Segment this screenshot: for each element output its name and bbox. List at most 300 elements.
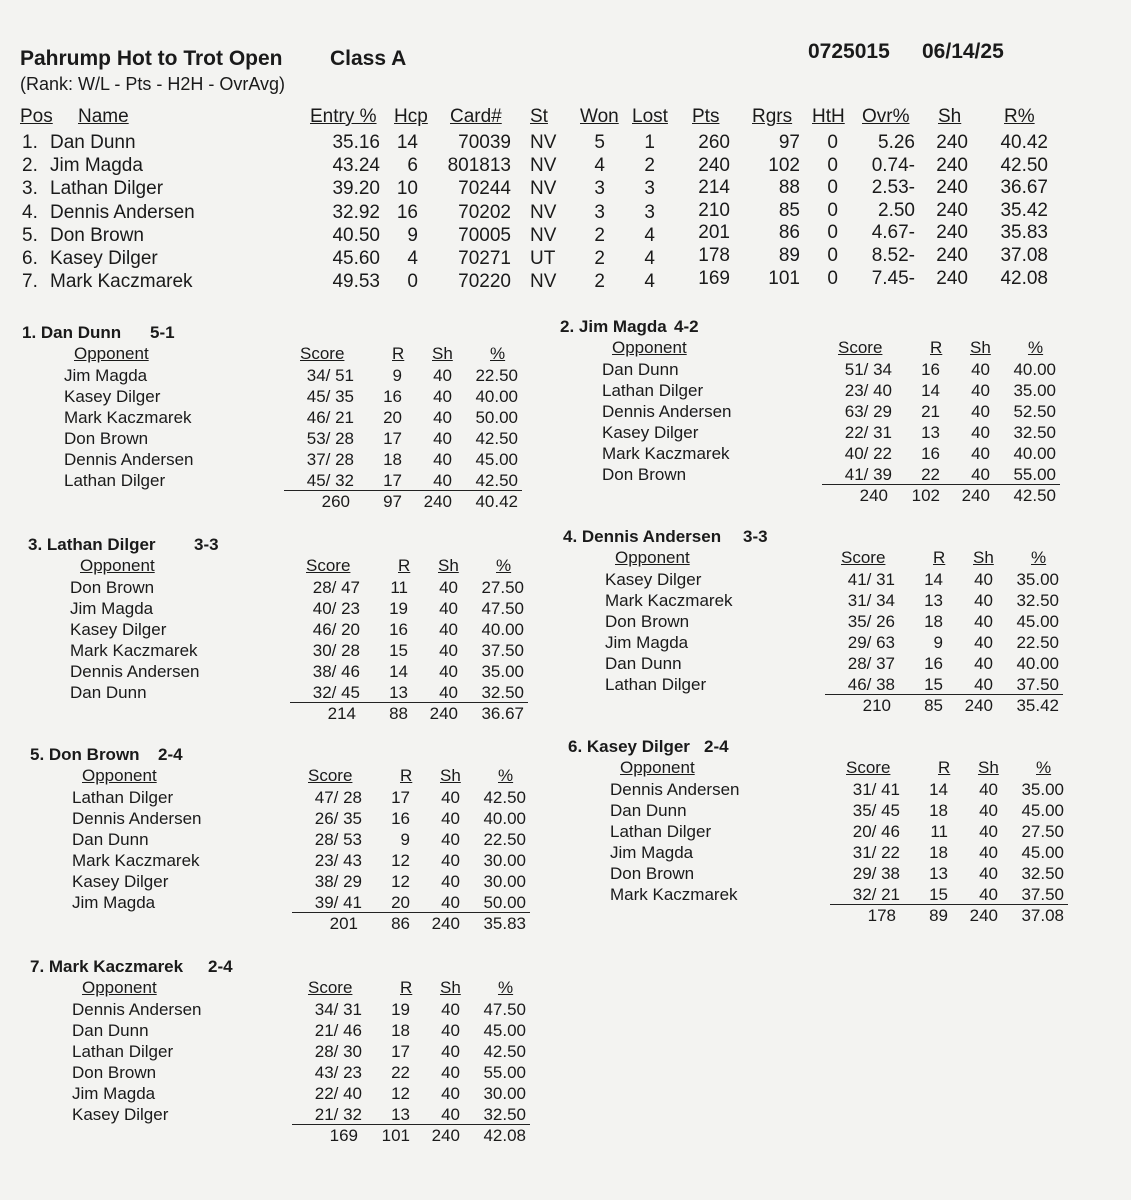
event-id: 0725015	[808, 40, 890, 63]
match-pct: 40.00	[1013, 360, 1056, 379]
match-sh: 40	[433, 408, 452, 427]
opponent-name: Don Brown	[605, 612, 690, 631]
match-score: 23/ 40	[844, 381, 892, 400]
cell-card-number: 70005	[458, 224, 511, 246]
match-sh: 40	[433, 429, 452, 448]
cell-entry-pct: 49.53	[332, 271, 380, 293]
match-r: 17	[391, 788, 410, 807]
cell-state: NV	[530, 155, 557, 177]
match-r: 19	[391, 1000, 410, 1019]
match-r: 11	[930, 822, 948, 841]
cell-hth: 0	[827, 245, 838, 266]
cell-pts: 214	[698, 177, 730, 199]
sh-header: Sh	[438, 556, 459, 575]
match-pct: 52.50	[1013, 402, 1056, 421]
total-points: 210	[862, 696, 891, 715]
match-r: 18	[929, 801, 948, 820]
cell-hth: 0	[827, 199, 838, 221]
match-pct: 45.00	[1016, 612, 1059, 631]
match-score: 46/ 38	[847, 675, 895, 694]
total-pct: 42.50	[1013, 486, 1056, 505]
match-score: 63/ 29	[844, 402, 892, 421]
match-r: 15	[924, 675, 943, 694]
match-pct: 40.00	[483, 809, 526, 828]
cell-won: 2	[594, 224, 605, 246]
cell-state: UT	[530, 248, 556, 269]
cell-won: 2	[594, 248, 605, 269]
match-r: 20	[383, 408, 402, 427]
player-title: 4. Dennis Andersen	[563, 527, 722, 546]
player-title: 3. Lathan Dilger	[28, 535, 156, 554]
cell-card-number: 70271	[458, 248, 511, 269]
cell-ovr-pct: 8.52-	[871, 245, 915, 266]
opponent-name: Kasey Dilger	[605, 570, 702, 589]
match-pct: 42.50	[475, 471, 518, 490]
sh-header: Sh	[978, 758, 999, 777]
player-record: 5-1	[150, 323, 175, 342]
opponent-name: Dennis Andersen	[70, 662, 200, 681]
r-header: R	[400, 978, 413, 997]
opponent-name: Lathan Dilger	[72, 788, 174, 807]
match-sh: 40	[441, 809, 460, 828]
match-score: 34/ 31	[314, 1000, 362, 1019]
opponent-name: Kasey Dilger	[72, 872, 169, 891]
match-pct: 55.00	[1013, 465, 1056, 484]
player-record: 2-4	[158, 745, 183, 764]
cell-hcp: 9	[407, 224, 418, 246]
match-pct: 22.50	[1016, 633, 1059, 652]
cell-won: 2	[594, 271, 605, 293]
match-score: 32/ 45	[312, 683, 360, 702]
match-score: 38/ 29	[314, 872, 362, 891]
player-record: 3-3	[743, 527, 768, 546]
cell-name: Don Brown	[50, 224, 144, 246]
total-r: 89	[929, 906, 948, 925]
match-sh: 40	[971, 444, 990, 463]
cell-ovr-pct: 5.26	[878, 132, 915, 153]
pct-header: %	[1028, 338, 1044, 357]
match-sh: 40	[974, 654, 993, 673]
cell-ovr-pct: 4.67-	[871, 222, 915, 244]
match-sh: 40	[441, 788, 460, 807]
totals-divider	[290, 702, 528, 703]
cell-lost: 4	[644, 248, 655, 269]
col-header-ovr-pct: Ovr%	[862, 106, 910, 127]
cell-entry-pct: 39.20	[332, 178, 380, 200]
r-header: R	[398, 556, 411, 575]
match-pct: 45.00	[1021, 801, 1064, 820]
total-sh: 240	[961, 486, 990, 505]
match-score: 30/ 28	[312, 641, 360, 660]
match-pct: 47.50	[481, 599, 524, 618]
match-r: 14	[389, 662, 408, 681]
match-pct: 35.00	[1016, 570, 1059, 589]
totals-divider	[284, 490, 522, 491]
match-pct: 50.00	[475, 408, 518, 427]
cell-won: 3	[594, 201, 605, 223]
match-r: 18	[924, 612, 943, 631]
match-pct: 45.00	[475, 450, 518, 469]
match-score: 40/ 22	[844, 444, 892, 463]
match-pct: 45.00	[483, 1021, 526, 1040]
opponent-header: Opponent	[612, 338, 687, 357]
match-score: 22/ 31	[844, 423, 892, 442]
cell-r-pct: 35.83	[1000, 222, 1048, 244]
pct-header: %	[1036, 758, 1052, 777]
col-header-sh: Sh	[938, 106, 962, 127]
match-score: 34/ 51	[306, 366, 354, 385]
match-score: 31/ 22	[852, 843, 900, 862]
total-sh: 240	[429, 704, 458, 723]
match-score: 21/ 32	[314, 1105, 362, 1124]
total-sh: 240	[423, 492, 452, 511]
cell-entry-pct: 32.92	[332, 201, 380, 223]
match-sh: 40	[433, 471, 452, 490]
cell-pts: 240	[698, 154, 730, 176]
cell-lost: 2	[644, 155, 655, 177]
match-r: 17	[391, 1042, 410, 1061]
opponent-name: Mark Kaczmarek	[72, 851, 200, 870]
opponent-name: Jim Magda	[70, 599, 154, 618]
cell-hcp: 4	[407, 248, 418, 269]
cell-ovr-pct: 2.50	[878, 199, 915, 221]
match-sh: 40	[974, 675, 993, 694]
col-header-lost: Lost	[632, 106, 668, 127]
match-sh: 40	[441, 1063, 460, 1082]
sh-header: Sh	[440, 978, 461, 997]
pct-header: %	[496, 556, 512, 575]
match-r: 9	[392, 366, 402, 385]
match-sh: 40	[441, 1042, 460, 1061]
match-sh: 40	[433, 366, 452, 385]
opponent-name: Dan Dunn	[602, 360, 679, 379]
total-pct: 42.08	[483, 1126, 526, 1145]
cell-lost: 4	[644, 224, 655, 246]
match-score: 41/ 31	[847, 570, 895, 589]
cell-rgrs: 89	[778, 245, 800, 266]
match-r: 17	[383, 429, 402, 448]
opponent-name: Lathan Dilger	[602, 381, 704, 400]
match-sh: 40	[979, 843, 998, 862]
score-header: Score	[846, 758, 891, 777]
cell-hcp: 0	[407, 271, 418, 293]
match-sh: 40	[979, 885, 998, 904]
match-pct: 27.50	[481, 578, 524, 597]
totals-divider	[825, 694, 1063, 695]
match-r: 21	[921, 402, 940, 421]
col-header-card-number: Card#	[450, 106, 502, 127]
total-r: 101	[381, 1126, 410, 1145]
sh-header: Sh	[973, 548, 994, 567]
opponent-name: Kasey Dilger	[70, 620, 167, 639]
opponent-name: Mark Kaczmarek	[64, 408, 192, 427]
match-r: 12	[391, 872, 410, 891]
match-sh: 40	[979, 822, 998, 841]
col-header-entry-pct: Entry %	[310, 106, 377, 127]
match-score: 23/ 43	[314, 851, 362, 870]
cell-lost: 1	[644, 132, 655, 153]
cell-r-pct: 37.08	[1000, 245, 1048, 266]
match-score: 39/ 41	[314, 893, 362, 912]
cell-card-number: 801813	[447, 155, 511, 177]
match-r: 13	[929, 864, 948, 883]
match-sh: 40	[441, 872, 460, 891]
match-r: 18	[383, 450, 402, 469]
opponent-name: Don Brown	[72, 1063, 157, 1082]
cell-hth: 0	[827, 267, 838, 289]
total-pct: 35.42	[1016, 696, 1059, 715]
match-r: 14	[921, 381, 940, 400]
cell-hth: 0	[827, 177, 838, 199]
total-sh: 240	[964, 696, 993, 715]
match-sh: 40	[439, 683, 458, 702]
match-pct: 40.00	[1016, 654, 1059, 673]
cell-entry-pct: 35.16	[332, 132, 380, 153]
total-pct: 35.83	[483, 914, 526, 933]
cell-pos: 3.	[22, 178, 38, 200]
pct-header: %	[498, 978, 514, 997]
match-pct: 27.50	[1021, 822, 1064, 841]
col-header-pts: Pts	[692, 106, 720, 127]
match-r: 16	[383, 387, 402, 406]
cell-rgrs: 97	[778, 132, 800, 153]
total-r: 88	[389, 704, 408, 723]
cell-pts: 201	[698, 222, 730, 244]
cell-r-pct: 42.50	[1000, 154, 1048, 176]
total-sh: 240	[969, 906, 998, 925]
opponent-name: Kasey Dilger	[602, 423, 699, 442]
match-sh: 40	[971, 465, 990, 484]
match-pct: 42.50	[483, 1042, 526, 1061]
match-sh: 40	[974, 591, 993, 610]
score-header: Score	[841, 548, 886, 567]
match-pct: 30.00	[483, 851, 526, 870]
totals-divider	[822, 484, 1060, 485]
cell-pts: 260	[698, 132, 730, 153]
opponent-name: Lathan Dilger	[610, 822, 712, 841]
cell-lost: 4	[644, 271, 655, 293]
opponent-name: Jim Magda	[64, 366, 148, 385]
match-r: 9	[400, 830, 410, 849]
match-score: 26/ 35	[314, 809, 362, 828]
match-score: 22/ 40	[314, 1084, 362, 1103]
match-r: 22	[921, 465, 940, 484]
match-pct: 50.00	[483, 893, 526, 912]
score-header: Score	[308, 978, 353, 997]
col-header-rgrs: Rgrs	[752, 106, 793, 127]
col-header-state: St	[530, 106, 548, 127]
match-r: 14	[929, 780, 948, 799]
total-points: 240	[859, 486, 888, 505]
opponent-name: Kasey Dilger	[64, 387, 161, 406]
match-r: 16	[921, 360, 940, 379]
opponent-name: Lathan Dilger	[72, 1042, 174, 1061]
total-pct: 37.08	[1021, 906, 1064, 925]
match-sh: 40	[971, 423, 990, 442]
player-title: 6. Kasey Dilger	[568, 737, 690, 756]
match-pct: 40.00	[481, 620, 524, 639]
r-header: R	[933, 548, 946, 567]
cell-won: 3	[594, 178, 605, 200]
opponent-name: Jim Magda	[72, 1084, 156, 1103]
match-sh: 40	[439, 662, 458, 681]
match-sh: 40	[441, 1084, 460, 1103]
total-r: 102	[911, 486, 940, 505]
sh-header: Sh	[440, 766, 461, 785]
cell-name: Kasey Dilger	[50, 248, 158, 269]
match-r: 16	[389, 620, 408, 639]
match-pct: 35.00	[1021, 780, 1064, 799]
opponent-name: Don Brown	[610, 864, 695, 883]
match-sh: 40	[974, 633, 993, 652]
match-sh: 40	[439, 641, 458, 660]
sh-header: Sh	[970, 338, 991, 357]
opponent-name: Jim Magda	[605, 633, 689, 652]
opponent-name: Jim Magda	[610, 843, 694, 862]
cell-name: Dan Dunn	[50, 132, 136, 153]
score-header: Score	[306, 556, 351, 575]
cell-name: Mark Kaczmarek	[50, 271, 193, 293]
totals-divider	[292, 1124, 530, 1125]
r-header: R	[392, 344, 405, 363]
match-sh: 40	[974, 612, 993, 631]
cell-entry-pct: 40.50	[332, 224, 380, 246]
total-r: 97	[383, 492, 402, 511]
total-r: 86	[391, 914, 410, 933]
opponent-name: Mark Kaczmarek	[605, 591, 733, 610]
opponent-name: Jim Magda	[72, 893, 156, 912]
r-header: R	[930, 338, 943, 357]
cell-ovr-pct: 0.74-	[871, 154, 915, 176]
match-pct: 32.50	[1016, 591, 1059, 610]
match-sh: 40	[441, 1021, 460, 1040]
score-header: Score	[838, 338, 883, 357]
cell-card-number: 70039	[458, 132, 511, 153]
total-pct: 40.42	[475, 492, 518, 511]
opponent-name: Dennis Andersen	[64, 450, 194, 469]
col-header-hth: HtH	[812, 106, 845, 127]
cell-rgrs: 102	[768, 154, 800, 176]
cell-card-number: 70220	[458, 271, 511, 293]
match-score: 46/ 21	[306, 408, 354, 427]
cell-ovr-pct: 7.45-	[871, 267, 915, 289]
match-pct: 37.50	[1021, 885, 1064, 904]
match-r: 13	[391, 1105, 410, 1124]
cell-sh: 240	[936, 132, 968, 153]
opponent-header: Opponent	[82, 978, 157, 997]
cell-sh: 240	[936, 154, 968, 176]
match-score: 47/ 28	[314, 788, 362, 807]
cell-lost: 3	[644, 178, 655, 200]
match-pct: 47.50	[483, 1000, 526, 1019]
sh-header: Sh	[432, 344, 453, 363]
match-pct: 42.50	[483, 788, 526, 807]
player-record: 3-3	[194, 535, 219, 554]
match-r: 11	[390, 578, 408, 597]
opponent-header: Opponent	[620, 758, 695, 777]
opponent-name: Lathan Dilger	[64, 471, 166, 490]
opponent-name: Dan Dunn	[72, 830, 149, 849]
cell-state: NV	[530, 224, 557, 246]
match-sh: 40	[441, 830, 460, 849]
match-score: 45/ 35	[306, 387, 354, 406]
cell-sh: 240	[936, 199, 968, 221]
cell-card-number: 70244	[458, 178, 511, 200]
match-pct: 30.00	[483, 872, 526, 891]
match-score: 21/ 46	[314, 1021, 362, 1040]
opponent-header: Opponent	[80, 556, 155, 575]
opponent-name: Dennis Andersen	[602, 402, 732, 421]
opponent-header: Opponent	[82, 766, 157, 785]
player-title: 2. Jim Magda	[560, 317, 667, 336]
r-header: R	[400, 766, 413, 785]
total-pct: 36.67	[481, 704, 524, 723]
match-score: 46/ 20	[312, 620, 360, 639]
match-sh: 40	[433, 387, 452, 406]
opponent-name: Mark Kaczmarek	[610, 885, 738, 904]
col-header-r-pct: R%	[1004, 106, 1035, 127]
totals-divider	[292, 912, 530, 913]
cell-pts: 178	[698, 245, 730, 266]
cell-pos: 6.	[22, 248, 38, 269]
opponent-name: Don Brown	[70, 578, 155, 597]
cell-state: NV	[530, 178, 557, 200]
match-r: 9	[933, 633, 943, 652]
total-points: 214	[327, 704, 356, 723]
opponent-name: Lathan Dilger	[605, 675, 707, 694]
match-pct: 32.50	[481, 683, 524, 702]
cell-name: Lathan Dilger	[50, 178, 164, 200]
match-pct: 22.50	[483, 830, 526, 849]
match-sh: 40	[971, 402, 990, 421]
cell-rgrs: 85	[778, 199, 800, 221]
match-pct: 40.00	[475, 387, 518, 406]
cell-won: 4	[594, 155, 605, 177]
cell-pos: 4.	[22, 201, 38, 223]
cell-r-pct: 40.42	[1000, 132, 1048, 153]
cell-pts: 210	[698, 199, 730, 221]
cell-pos: 5.	[22, 224, 38, 246]
match-score: 28/ 47	[312, 578, 360, 597]
opponent-header: Opponent	[615, 548, 690, 567]
match-score: 28/ 30	[314, 1042, 362, 1061]
match-r: 22	[391, 1063, 410, 1082]
match-pct: 37.50	[1016, 675, 1059, 694]
match-score: 38/ 46	[312, 662, 360, 681]
cell-hcp: 14	[396, 132, 418, 153]
match-sh: 40	[971, 381, 990, 400]
match-r: 17	[383, 471, 402, 490]
match-r: 19	[389, 599, 408, 618]
rank-note: (Rank: W/L - Pts - H2H - OvrAvg)	[20, 74, 286, 94]
col-header-hcp: Hcp	[394, 106, 428, 127]
col-header-won: Won	[580, 106, 619, 127]
match-r: 15	[929, 885, 948, 904]
total-points: 178	[867, 906, 896, 925]
player-title: 1. Dan Dunn	[22, 323, 122, 342]
opponent-name: Mark Kaczmarek	[602, 444, 730, 463]
opponent-name: Don Brown	[64, 429, 149, 448]
cell-r-pct: 36.67	[1000, 177, 1048, 199]
match-pct: 22.50	[475, 366, 518, 385]
cell-pos: 2.	[22, 155, 38, 177]
cell-sh: 240	[936, 177, 968, 199]
opponent-name: Dennis Andersen	[72, 1000, 202, 1019]
cell-state: NV	[530, 271, 557, 293]
opponent-header: Opponent	[74, 344, 149, 363]
event-date: 06/14/25	[922, 40, 1004, 63]
cell-hth: 0	[827, 154, 838, 176]
